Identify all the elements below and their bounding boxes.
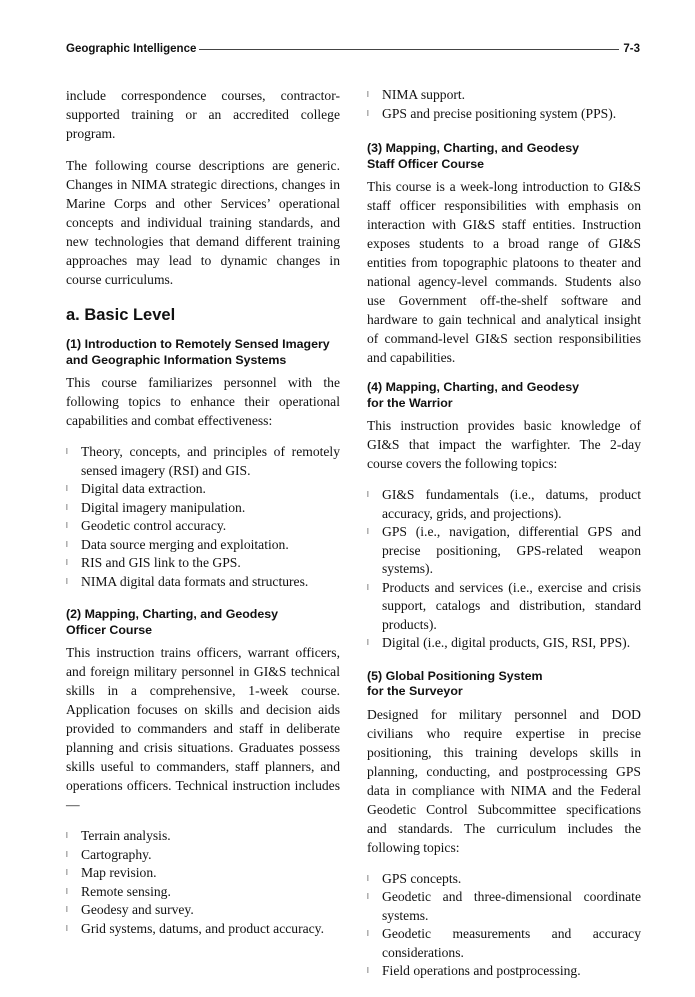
bullet-icon: l: [66, 539, 68, 549]
list-item: [367, 888, 641, 925]
list-item: [367, 962, 641, 981]
list-item: [367, 579, 641, 635]
bullet-icon: l: [367, 582, 369, 592]
list-item: [66, 573, 340, 592]
course3-heading: [367, 141, 641, 172]
bullet-icon: l: [66, 849, 68, 859]
list-item-text: GPS concepts.: [382, 870, 462, 886]
course4-body: This instruction provides basic knowledge of GI&S that impact the warfighter. The 2-day course covers the following topics:: [367, 418, 641, 471]
right-column: [367, 86, 641, 997]
course1-heading-line1: (1) Introduction to Remotely Sensed Imagery: [66, 337, 330, 351]
course4-heading-line2: for the Warrior: [367, 395, 453, 410]
course5-body: Designed for military personnel and DOD civilians who require expertise in precise positioning, this training develops skills in planning, conducting, and postprocessing GPS data in compliance with NIMA and the Federal Geodetic Control Subcommittee specifications and standards. The curriculum includes the following topics:: [367, 706, 641, 855]
list-item: [367, 870, 641, 889]
page-number: 7-3: [623, 43, 640, 55]
list-item: [367, 634, 641, 653]
bullet-icon: l: [367, 873, 369, 883]
bullet-icon: l: [66, 484, 68, 493]
bullet-icon: l: [367, 966, 369, 975]
list-item-text: Geodetic and three-dimensional coordinate systems.: [382, 889, 641, 923]
course5-heading: [367, 669, 641, 700]
list-item-text: Digital imagery manipulation.: [81, 499, 246, 515]
running-title: Geographic Intelligence: [66, 43, 197, 55]
bullet-icon: l: [367, 90, 369, 99]
list-item: [367, 523, 641, 579]
list-item: [66, 901, 340, 920]
bullet-icon: l: [66, 868, 68, 877]
bullet-icon: l: [66, 905, 68, 914]
list-item-text: Theory, concepts, and principles of remotely sensed imagery (RSI) and GIS.: [81, 444, 340, 478]
list-item: [66, 536, 340, 555]
course3-heading-line1: (3) Mapping, Charting, and Geodesy: [367, 141, 580, 155]
list-item-text: Remote sensing.: [81, 883, 171, 899]
list-item: [66, 846, 340, 865]
list-item-text: RIS and GIS link to the GPS.: [81, 555, 241, 570]
course2-heading-line1: (2) Mapping, Charting, and Geodesy: [66, 607, 279, 621]
bullet-icon: l: [66, 521, 68, 530]
list-item-text: Cartography.: [81, 846, 152, 862]
list-item: [66, 480, 340, 499]
section-heading-basic-level: a. Basic Level: [66, 306, 176, 324]
list-item: [66, 883, 340, 902]
bullet-icon: l: [367, 490, 369, 499]
course1-body: This course familiarizes personnel with the following topics to enhance their operational capabilities and combat effectiveness:: [66, 375, 340, 428]
list-item-text: Digital (i.e., digital products, GIS, RSI, PPS).: [382, 635, 631, 650]
list-item-text: GPS and precise positioning system (PPS).: [382, 105, 617, 121]
bullet-icon: l: [367, 892, 369, 901]
course2-topic-list: [66, 827, 340, 938]
list-item: [66, 554, 340, 573]
list-item-text: GI&S fundamentals (i.e., datums, product accuracy, grids, and projections).: [382, 487, 641, 521]
list-item-text: Geodetic control accuracy.: [81, 518, 227, 533]
course3-body: This course is a week-long introduction to GI&S staff officer responsibilities with emphasis on interaction with GI&S staff entities. Instruction exposes students to a broad range of GI&S entities from topographic platoons to theater and national agency-level commands. Students also use Government off-the-shelf software and hardware to gain technical and analytical insight of command-level GI&S section responsibilities and capabilities.: [367, 179, 641, 365]
course1-heading-line2: and Geographic Information Systems: [66, 352, 287, 367]
list-item-text: Terrain analysis.: [81, 828, 171, 843]
bullet-icon: l: [66, 576, 68, 586]
bullet-icon: l: [367, 638, 369, 647]
bullet-icon: l: [66, 923, 68, 933]
running-header: [66, 38, 640, 60]
course5-heading-line1: (5) Global Positioning System: [367, 668, 543, 683]
list-item: [367, 86, 641, 105]
course4-heading-line1: (4) Mapping, Charting, and Geodesy: [367, 380, 580, 394]
list-item-text: Geodesy and survey.: [81, 902, 194, 917]
course2-heading: [66, 607, 340, 638]
bullet-icon: l: [66, 886, 68, 896]
list-item: [66, 443, 340, 480]
list-item-text: Products and services (i.e., exercise and crisis support, catalogs and distribution, standard products).: [382, 579, 641, 632]
generic-paragraph: The following course descriptions are generic. Changes in NIMA strategic directions, changes in Marine Corps and other Services’ operational concepts and individual training standards, and new technologies that demand different training approaches may lead to dynamic changes in course curriculums.: [66, 158, 340, 287]
continued-topic-list: [367, 86, 641, 123]
list-item: [66, 864, 340, 883]
bullet-icon: l: [66, 447, 68, 456]
list-item-text: GPS (i.e., navigation, differential GPS and precise positioning, GPS-related weapon systems).: [382, 524, 641, 576]
list-item: [66, 499, 340, 518]
list-item-text: NIMA support.: [382, 87, 466, 102]
list-item: [66, 827, 340, 846]
course3-heading-line2: Staff Officer Course: [367, 156, 485, 171]
list-item: [66, 517, 340, 536]
list-item-text: NIMA digital data formats and structures.: [81, 573, 309, 589]
list-item-text: Data source merging and exploitation.: [81, 536, 289, 552]
course4-heading: [367, 380, 641, 411]
list-item-text: Digital data extraction.: [81, 481, 206, 496]
course4-topic-list: [367, 486, 641, 653]
list-item: [367, 105, 641, 124]
course2-heading-line2: Officer Course: [66, 622, 153, 637]
list-item: [367, 486, 641, 523]
bullet-icon: l: [367, 527, 369, 536]
list-item-text: Map revision.: [81, 865, 157, 880]
bullet-icon: l: [66, 558, 68, 567]
bullet-icon: l: [367, 108, 369, 118]
course1-heading: [66, 337, 340, 368]
bullet-icon: l: [367, 929, 369, 938]
course2-body: This instruction trains officers, warrant officers, and foreign military personnel in GI&S technical skills in a comprehensive, 1-week course. Application focuses on skills and decision aids provided to commanders and staff in deliberate planning and crisis situations. Graduates possess skills useful to commanders, staff planners, and operations officers. Technical instruction includes—: [66, 645, 340, 812]
bullet-icon: l: [66, 502, 68, 512]
course5-topic-list: [367, 870, 641, 981]
list-item: [367, 925, 641, 962]
intro-paragraph: include correspondence courses, contractor-supported training or an accredited college program.: [66, 88, 340, 141]
list-item-text: Geodetic measurements and accuracy considerations.: [382, 926, 641, 960]
course1-topic-list: [66, 443, 340, 591]
list-item-text: Grid systems, datums, and product accuracy.: [81, 920, 324, 936]
bullet-icon: l: [66, 831, 68, 840]
left-column: [66, 86, 340, 954]
header-rule: [199, 49, 619, 50]
course5-heading-line2: for the Surveyor: [367, 684, 463, 698]
list-item-text: Field operations and postprocessing.: [382, 963, 581, 978]
list-item: [66, 920, 340, 939]
